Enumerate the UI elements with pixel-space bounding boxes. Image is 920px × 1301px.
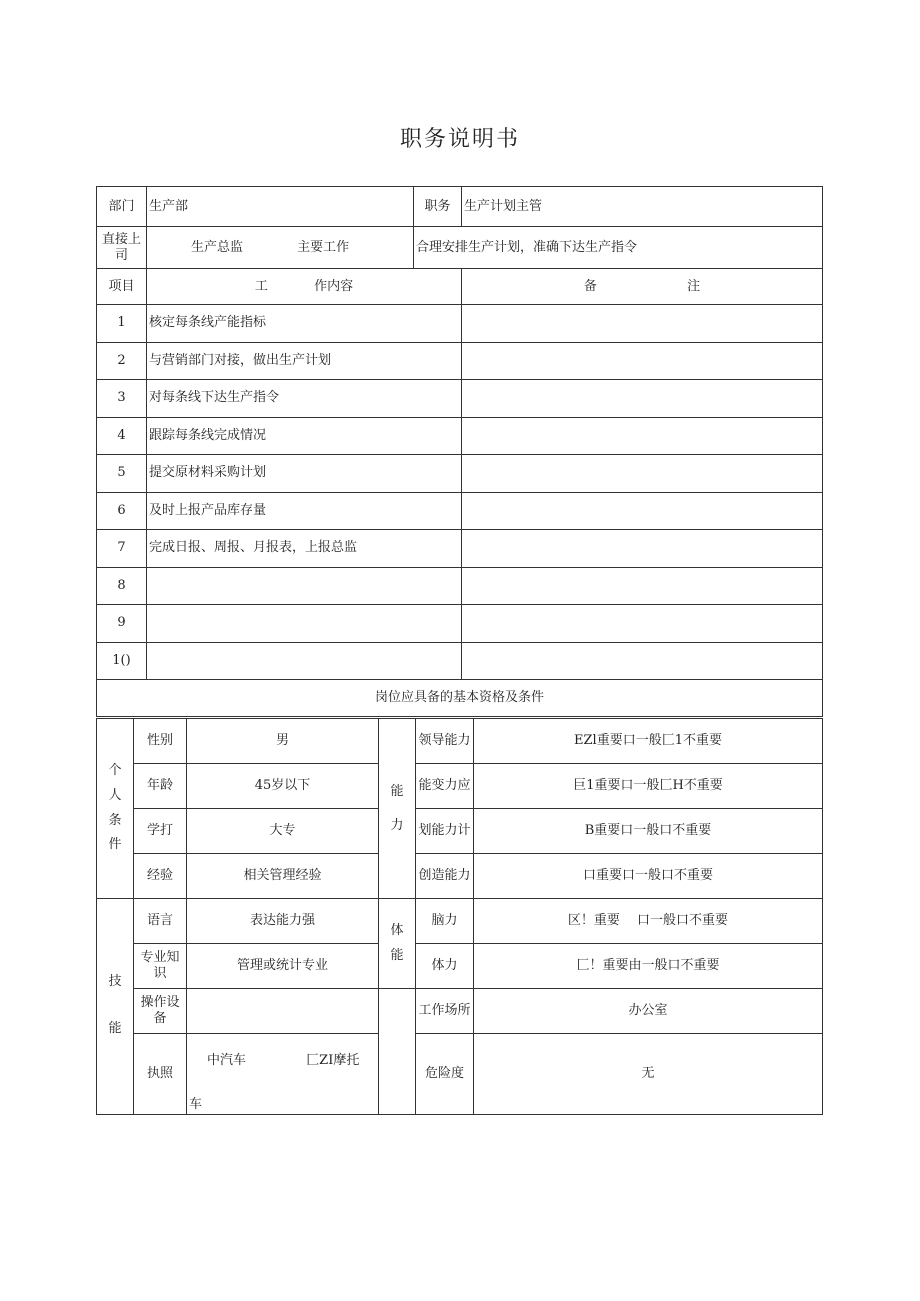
col-note-header-part1: 备 xyxy=(583,278,597,294)
duty-no: 8 xyxy=(97,567,147,605)
personal-group-label xyxy=(97,719,134,899)
duty-note xyxy=(462,455,823,493)
col-note-header-part2: 注 xyxy=(687,278,701,294)
duty-note xyxy=(462,605,823,643)
duty-row xyxy=(97,305,823,343)
dept-label: 部门 xyxy=(97,187,147,227)
education-label: 学打 xyxy=(134,809,187,854)
duty-content: 对每条线下达生产指令 xyxy=(147,380,462,418)
duty-content xyxy=(147,642,462,680)
planning-value: B重要口一般口不重要 xyxy=(474,809,823,854)
main-work-value: 合理安排生产计划，准确下达生产指令 xyxy=(414,227,823,269)
major-label: 专业知识 xyxy=(134,944,187,989)
skill-group-text: 技能 xyxy=(108,974,122,1037)
license-motorcycle: 匚ZI摩托 xyxy=(306,1053,360,1068)
skill-group-label xyxy=(97,899,134,1115)
physical-group-label xyxy=(379,899,416,989)
age-label: 年龄 xyxy=(134,764,187,809)
creativity-label: 创造能力 xyxy=(416,854,474,899)
superior-value: 生产总监 xyxy=(191,239,244,255)
gender-label: 性别 xyxy=(134,719,187,764)
duty-row xyxy=(97,455,823,493)
ability-group-text: 能力 xyxy=(390,783,404,833)
equipment-label: 操作设备 xyxy=(134,989,187,1034)
col-content-header-part2: 作内容 xyxy=(314,278,354,294)
experience-value: 相关管理经验 xyxy=(187,854,379,899)
danger-label: 危险度 xyxy=(416,1034,474,1115)
personal-group-text: 个人条件 xyxy=(108,763,122,853)
duty-row xyxy=(97,380,823,418)
physical-label: 体力 xyxy=(416,944,474,989)
education-value: 大专 xyxy=(187,809,379,854)
duty-note xyxy=(462,417,823,455)
duty-row xyxy=(97,530,823,568)
duty-no: 1() xyxy=(97,642,147,680)
duty-content: 核定每条线产能指标 xyxy=(147,305,462,343)
mental-value: 区！重要 口一般口不重要 xyxy=(474,899,823,944)
ability-group-label xyxy=(379,719,416,899)
mental-label: 脑力 xyxy=(416,899,474,944)
duty-row xyxy=(97,567,823,605)
duty-note xyxy=(462,530,823,568)
duty-content xyxy=(147,605,462,643)
duty-row xyxy=(97,417,823,455)
duty-note xyxy=(462,567,823,605)
major-value: 管理或统计专业 xyxy=(187,944,379,989)
duty-content xyxy=(147,567,462,605)
leadership-label: 领导能力 xyxy=(416,719,474,764)
dept-value: 生产部 xyxy=(147,187,414,227)
duty-no: 3 xyxy=(97,380,147,418)
superior-main-cell xyxy=(147,227,414,269)
duty-row xyxy=(97,605,823,643)
position-value: 生产计划主管 xyxy=(462,187,823,227)
duty-no: 6 xyxy=(97,492,147,530)
language-value: 表达能力强 xyxy=(187,899,379,944)
duty-row xyxy=(97,342,823,380)
duty-note xyxy=(462,380,823,418)
duty-rows xyxy=(97,305,823,680)
main-work-label: 主要工作 xyxy=(297,239,350,255)
duty-note xyxy=(462,342,823,380)
col-note-header xyxy=(462,269,823,305)
language-label: 语言 xyxy=(134,899,187,944)
experience-label: 经验 xyxy=(134,854,187,899)
col-content-header xyxy=(147,269,462,305)
age-value: 45岁以下 xyxy=(187,764,379,809)
creativity-value: 口重要口一般口不重要 xyxy=(474,854,823,899)
duty-content: 与营销部门对接，做出生产计划 xyxy=(147,342,462,380)
col-item-header: 项目 xyxy=(97,269,147,305)
duty-content: 提交原材料采购计划 xyxy=(147,455,462,493)
license-car: 中汽车 xyxy=(207,1053,247,1068)
duty-content: 完成日报、周报、月报表，上报总监 xyxy=(147,530,462,568)
duty-content: 及时上报产品库存量 xyxy=(147,492,462,530)
duty-note xyxy=(462,492,823,530)
duty-content: 跟踪每条线完成情况 xyxy=(147,417,462,455)
duty-note xyxy=(462,642,823,680)
duty-note xyxy=(462,305,823,343)
license-value xyxy=(187,1034,379,1115)
duty-no: 1 xyxy=(97,305,147,343)
blank-group-cell xyxy=(379,989,416,1115)
duty-no: 7 xyxy=(97,530,147,568)
duty-no: 5 xyxy=(97,455,147,493)
physical-value: 匚！重要由一般口不重要 xyxy=(474,944,823,989)
equipment-value xyxy=(187,989,379,1034)
duty-no: 9 xyxy=(97,605,147,643)
workplace-label: 工作场所 xyxy=(416,989,474,1034)
duty-row xyxy=(97,492,823,530)
col-content-header-part1: 工 xyxy=(254,278,268,294)
danger-value: 无 xyxy=(474,1034,823,1115)
duty-no: 2 xyxy=(97,342,147,380)
physical-group-text: 体能 xyxy=(390,922,404,963)
qualifications-heading: 岗位应具备的基本资格及条件 xyxy=(97,680,823,717)
duty-no: 4 xyxy=(97,417,147,455)
gender-value: 男 xyxy=(187,719,379,764)
qualifications-table xyxy=(96,718,823,1115)
page-title: 职务说明书 xyxy=(399,127,520,152)
adaptability-value: 巨1重要口一般匚H不重要 xyxy=(474,764,823,809)
license-vehicle-suffix: 车 xyxy=(189,1097,203,1112)
workplace-value: 办公室 xyxy=(474,989,823,1034)
license-label: 执照 xyxy=(134,1034,187,1115)
job-description-table xyxy=(96,186,823,717)
planning-label: 划能力计 xyxy=(416,809,474,854)
superior-label: 直接上司 xyxy=(97,227,147,269)
duty-row xyxy=(97,642,823,680)
adaptability-label: 能变力应 xyxy=(416,764,474,809)
leadership-value: EZl重要口一般匚1不重要 xyxy=(474,719,823,764)
position-label: 职务 xyxy=(414,187,462,227)
